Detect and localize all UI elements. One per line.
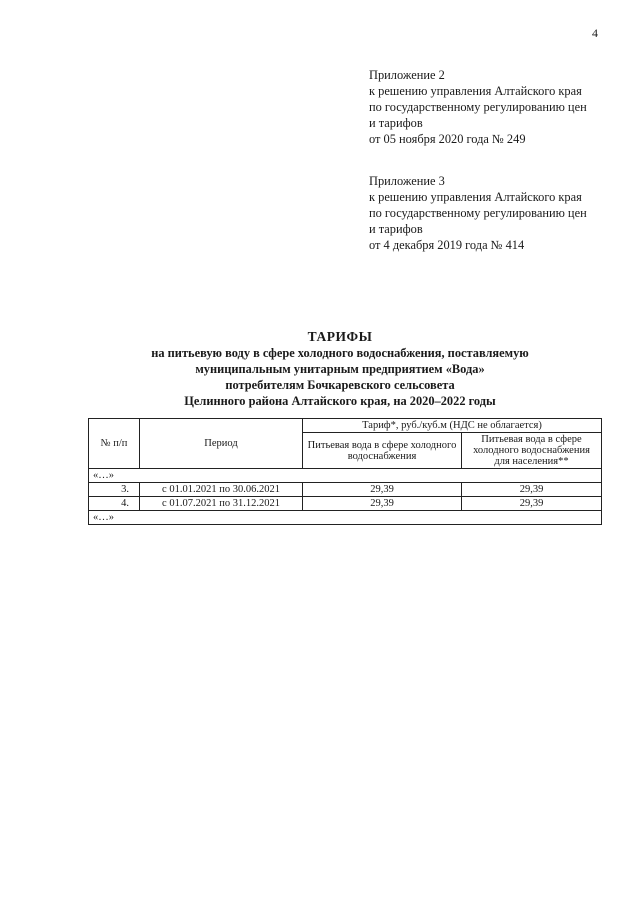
- appendix-3-block: [369, 173, 587, 253]
- appendix-3-line: и тарифов: [369, 222, 423, 236]
- ellipsis-cell: «…»: [89, 469, 602, 483]
- document-title: [80, 329, 600, 409]
- row-value-2: 29,39: [462, 497, 602, 511]
- row-period: с 01.01.2021 по 30.06.2021: [140, 483, 303, 497]
- row-value-2: 29,39: [462, 483, 602, 497]
- title-line: на питьевую воду в сфере холодного водоснабжения, поставляемую: [151, 346, 529, 360]
- appendix-2-line: от 05 ноября 2020 года № 249: [369, 132, 526, 146]
- title-line: Целинного района Алтайского края, на 2020–2022 годы: [184, 394, 496, 408]
- table-row-ellipsis: [89, 469, 602, 483]
- tariffs-table: [88, 418, 602, 525]
- title-line: муниципальным унитарным предприятием «Вода»: [195, 362, 485, 376]
- title-main: ТАРИФЫ: [307, 329, 373, 344]
- row-period: с 01.07.2021 по 31.12.2021: [140, 497, 303, 511]
- table-row-ellipsis: [89, 511, 602, 525]
- appendix-2-block: [369, 67, 587, 147]
- page-number: 4: [592, 26, 598, 40]
- appendix-2-line: Приложение 2: [369, 68, 445, 82]
- appendix-2-line: к решению управления Алтайского края: [369, 84, 582, 98]
- row-num: 3.: [89, 483, 140, 497]
- table-header-row: [89, 419, 602, 433]
- appendix-2-line: и тарифов: [369, 116, 423, 130]
- title-line: потребителям Бочкаревского сельсовета: [225, 378, 455, 392]
- header-col2: Питьевая вода в сфере холодного водоснабжения для населения**: [462, 433, 602, 469]
- header-col1: Питьевая вода в сфере холодного водоснабжения: [303, 433, 462, 469]
- ellipsis-cell: «…»: [89, 511, 602, 525]
- row-value-1: 29,39: [303, 483, 462, 497]
- appendix-3-line: к решению управления Алтайского края: [369, 190, 582, 204]
- header-tariff-group: Тариф*, руб./куб.м (НДС не облагается): [303, 419, 602, 433]
- table-row: [89, 497, 602, 511]
- table-row: [89, 483, 602, 497]
- appendix-3-line: по государственному регулированию цен: [369, 206, 587, 220]
- appendix-3-line: от 4 декабря 2019 года № 414: [369, 238, 525, 252]
- row-num: 4.: [89, 497, 140, 511]
- header-num: № п/п: [89, 419, 140, 469]
- appendix-2-line: по государственному регулированию цен: [369, 100, 587, 114]
- appendix-3-line: Приложение 3: [369, 174, 445, 188]
- row-value-1: 29,39: [303, 497, 462, 511]
- header-period: Период: [140, 419, 303, 469]
